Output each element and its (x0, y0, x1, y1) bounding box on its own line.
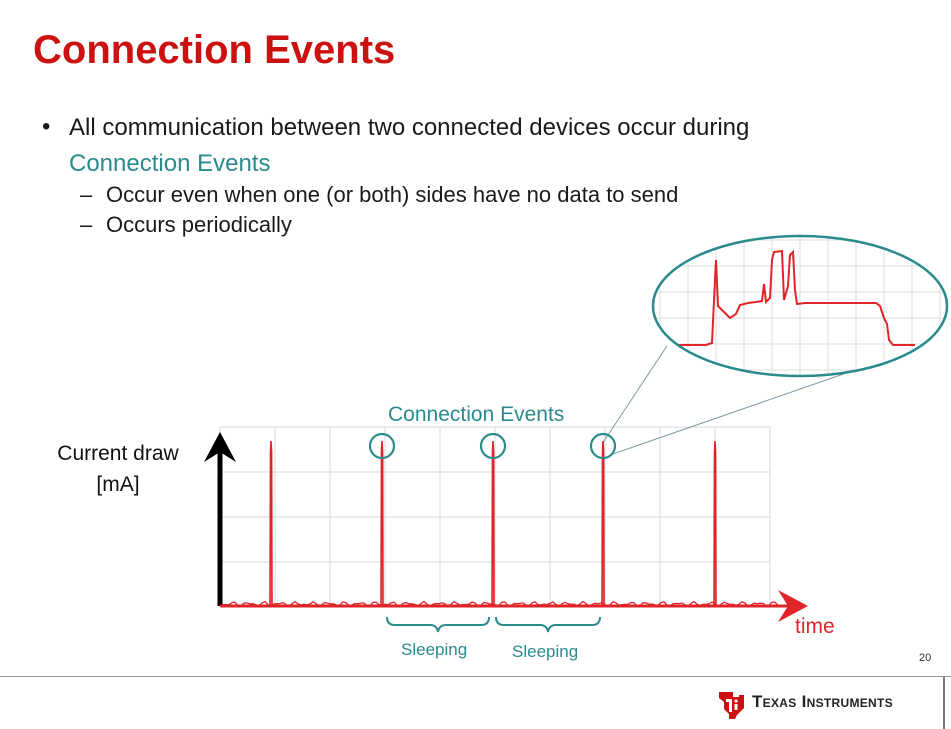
current-spikes (270, 441, 716, 605)
connection-event-spike (492, 441, 494, 605)
sub-bullet-1: Occur even when one (or both) sides have no data to send (106, 182, 679, 207)
ti-logo-icon (715, 688, 747, 720)
sleeping-label: Sleeping (401, 640, 468, 659)
connection-event-spike (714, 441, 716, 605)
connection-events-label: Connection Events (388, 403, 565, 426)
connection-event-spike (602, 441, 604, 605)
page-number: 20 (919, 652, 932, 664)
sub-bullet-dash: – (80, 182, 93, 207)
sleeping-label: Sleeping (512, 642, 579, 661)
connection-event-spike (270, 441, 272, 605)
chart-grid (220, 427, 770, 606)
bullet-marker: • (42, 113, 51, 140)
y-axis-label-line1: Current draw (57, 442, 179, 465)
sub-bullet-2: Occurs periodically (106, 212, 292, 237)
bullet-main-line1: All communication between two connected devices occur during (69, 114, 750, 141)
company-name: Texas Instruments (752, 692, 893, 711)
x-axis-label: time (795, 615, 835, 638)
zoom-connector-line (602, 346, 667, 444)
sleeping-brace (387, 617, 489, 632)
zoom-connector-line (610, 370, 855, 455)
sleeping-brace (496, 617, 600, 632)
connection-event-spike (381, 441, 383, 605)
sub-bullet-dash: – (80, 212, 93, 237)
slide-title: Connection Events (33, 28, 396, 72)
y-axis-label-line2: [mA] (96, 473, 140, 496)
bullet-main-line2: Connection Events (69, 150, 271, 177)
zoom-callout (650, 236, 950, 376)
